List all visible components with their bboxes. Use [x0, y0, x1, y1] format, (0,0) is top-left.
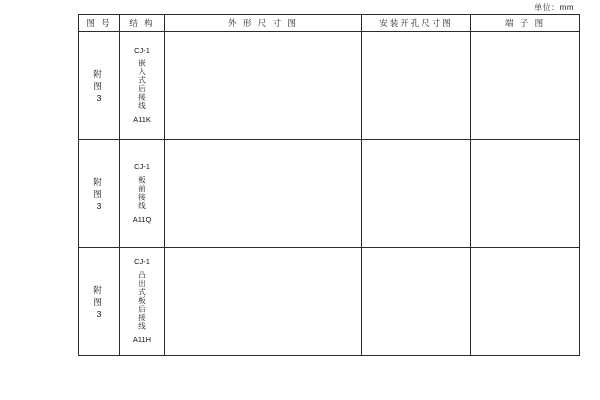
model-label-1: CJ-1	[134, 45, 150, 55]
tuhao-3-line3: 3	[96, 308, 102, 319]
cell-tuhao-1	[79, 32, 120, 140]
cell-mounting-2	[362, 140, 471, 248]
structure-label-2: 板前接线	[137, 175, 147, 210]
tuhao-2-line1: 附	[93, 176, 105, 187]
tuhao-1-line2: 图	[93, 80, 105, 91]
table-row	[79, 32, 580, 140]
dimension-table	[78, 14, 580, 356]
table-row	[79, 140, 580, 248]
tuhao-1-line1: 附	[93, 68, 105, 79]
table-row	[79, 248, 580, 356]
header-ankong: 安装开孔尺寸图	[362, 15, 471, 32]
header-waixing: 外 形 尺 寸 图	[165, 15, 362, 32]
cell-tuhao-2	[79, 140, 120, 248]
tuhao-3-line2: 图	[93, 296, 105, 307]
cell-terminal-3	[471, 248, 580, 356]
header-jiegou: 结 构	[120, 15, 165, 32]
cell-outline-2	[165, 140, 362, 248]
structure-label-1: 嵌入式后接线	[137, 59, 147, 110]
structure-label-3: 凸出式板后接线	[137, 270, 147, 331]
cell-mounting-1	[362, 32, 471, 140]
tuhao-2-line2: 图	[93, 188, 105, 199]
cell-mounting-3	[362, 248, 471, 356]
code-label-1: A11K	[133, 115, 151, 124]
tuhao-2-line3: 3	[96, 200, 102, 211]
unit-note: 单位：mm	[534, 3, 574, 12]
code-label-3: A11H	[132, 335, 152, 345]
tuhao-1-line3: 3	[96, 92, 102, 103]
code-label-2: A11Q	[132, 214, 152, 224]
header-tuhao: 图 号	[79, 15, 120, 32]
tuhao-3-line1: 附	[93, 284, 105, 295]
model-label-2: CJ-1	[134, 162, 150, 171]
cell-jiegou-2	[120, 140, 165, 248]
cell-terminal-1	[471, 32, 580, 140]
cell-tuhao-3	[79, 248, 120, 356]
cell-terminal-2	[471, 140, 580, 248]
model-label-3: CJ-1	[134, 257, 150, 267]
cell-jiegou-3	[120, 248, 165, 356]
cell-outline-1	[165, 32, 362, 140]
cell-jiegou-1	[120, 32, 165, 140]
cell-outline-3	[165, 248, 362, 356]
header-duanzi: 端 子 图	[471, 15, 580, 32]
table-header-row	[79, 15, 580, 32]
